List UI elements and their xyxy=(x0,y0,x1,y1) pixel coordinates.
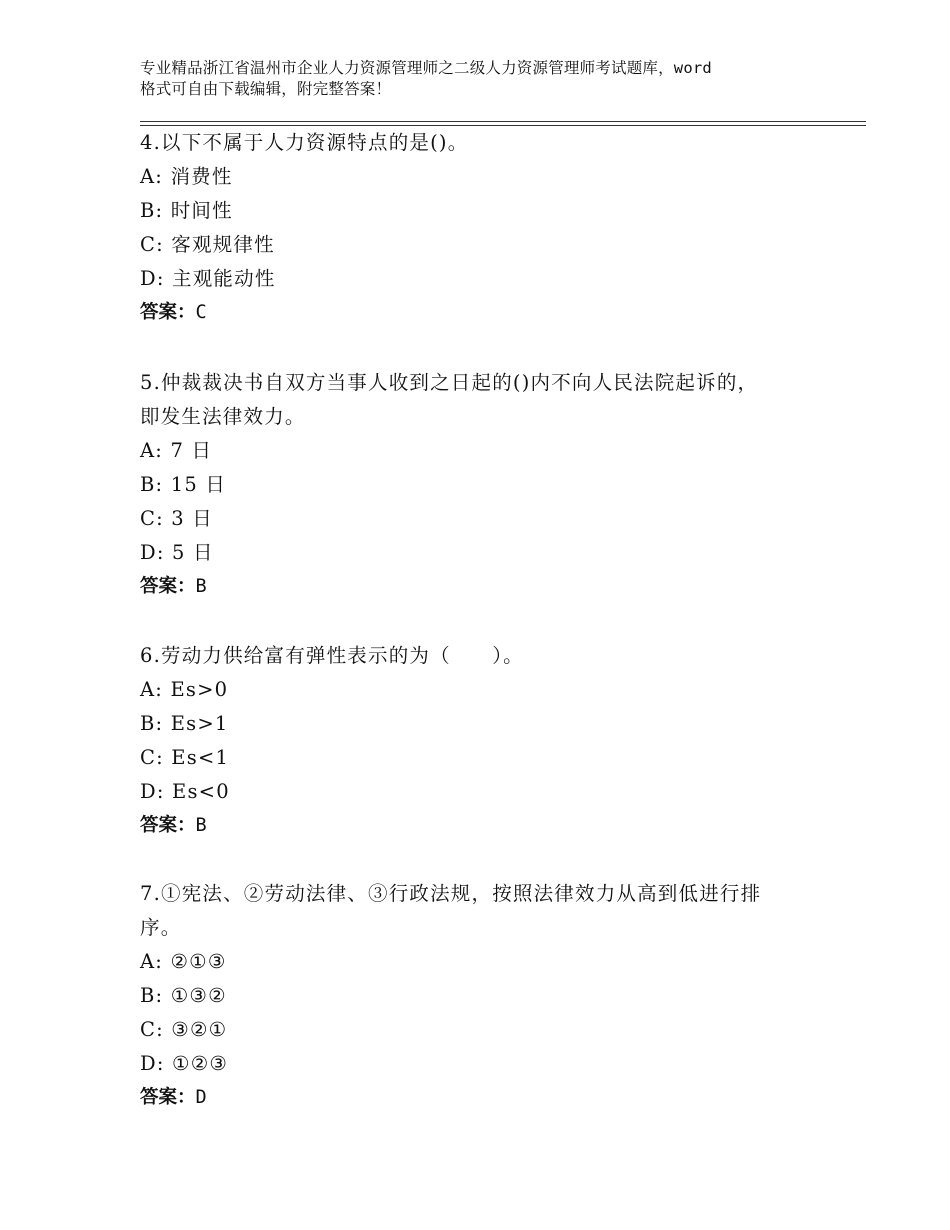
option-text: 客观规律性 xyxy=(171,233,275,256)
question-title-line-2: 序。 xyxy=(140,916,182,939)
option-a xyxy=(140,160,840,194)
option-c xyxy=(140,502,840,536)
answer xyxy=(140,1081,840,1115)
option-b xyxy=(140,194,840,228)
option-text: ③②① xyxy=(171,1018,228,1041)
question-4 xyxy=(140,126,840,330)
option-letter: C: xyxy=(140,1018,164,1041)
header-line-1: 专业精品浙江省温州市企业人力资源管理师之二级人力资源管理师考试题库，word xyxy=(140,59,712,77)
option-d xyxy=(140,536,840,570)
answer-value: B xyxy=(195,815,207,836)
option-c xyxy=(140,741,840,775)
answer-label: 答案： xyxy=(140,302,196,323)
question-5 xyxy=(140,366,840,604)
option-text: 消费性 xyxy=(170,165,233,188)
option-b xyxy=(140,979,840,1013)
option-text: 时间性 xyxy=(170,199,233,222)
answer-label: 答案： xyxy=(140,576,196,597)
header-divider-thin xyxy=(140,121,866,122)
question-title: 6.劳动力供给富有弹性表示的为（ ）。 xyxy=(140,644,524,667)
option-a xyxy=(140,673,840,707)
option-text: 5 日 xyxy=(172,541,214,564)
option-letter: A: xyxy=(140,950,164,973)
question-title xyxy=(140,366,840,434)
answer-label: 答案： xyxy=(140,1087,196,1108)
option-d xyxy=(140,1047,840,1081)
option-d xyxy=(140,775,840,809)
option-text: 7 日 xyxy=(170,439,213,462)
answer xyxy=(140,809,840,843)
option-letter: D: xyxy=(140,780,165,803)
option-c xyxy=(140,1013,840,1047)
option-text: ①②③ xyxy=(172,1052,229,1075)
question-title-line-2: 即发生法律效力。 xyxy=(140,405,306,428)
option-text: 15 日 xyxy=(170,473,227,496)
option-letter: B: xyxy=(140,984,164,1007)
document-header xyxy=(140,58,830,100)
option-text: 主观能动性 xyxy=(172,267,276,290)
option-a xyxy=(140,434,840,468)
option-letter: A: xyxy=(140,439,164,462)
option-d xyxy=(140,262,840,296)
question-7 xyxy=(140,877,840,1115)
header-line-2: 格式可自由下载编辑，附完整答案！ xyxy=(140,80,392,98)
answer xyxy=(140,570,840,604)
option-letter: B: xyxy=(140,712,164,735)
answer-value: D xyxy=(195,1087,207,1108)
question-title-line-1: 7.①宪法、②劳动法律、③行政法规，按照法律效力从高到低进行排 xyxy=(140,882,762,905)
answer-value: B xyxy=(195,576,207,597)
option-b xyxy=(140,468,840,502)
option-text: 3 日 xyxy=(171,507,214,530)
question-6 xyxy=(140,639,840,843)
answer xyxy=(140,296,840,330)
option-text: ②①③ xyxy=(170,950,227,973)
option-letter: B: xyxy=(140,473,164,496)
answer-value: C xyxy=(195,302,207,323)
option-c xyxy=(140,228,840,262)
option-letter: B: xyxy=(140,199,164,222)
option-letter: C: xyxy=(140,233,164,256)
option-letter: D: xyxy=(140,1052,165,1075)
option-letter: A: xyxy=(140,678,164,701)
option-text: Es>1 xyxy=(170,712,229,735)
option-letter: A: xyxy=(140,165,164,188)
question-title: 4.以下不属于人力资源特点的是()。 xyxy=(140,131,469,154)
question-title xyxy=(140,877,840,945)
option-text: Es<1 xyxy=(171,746,230,769)
answer-label: 答案： xyxy=(140,815,196,836)
option-text: Es>0 xyxy=(170,678,229,701)
option-letter: D: xyxy=(140,267,165,290)
option-text: Es<0 xyxy=(172,780,230,803)
option-text: ①③② xyxy=(170,984,227,1007)
option-letter: C: xyxy=(140,507,164,530)
option-b xyxy=(140,707,840,741)
option-letter: C: xyxy=(140,746,164,769)
question-title-line-1: 5.仲裁裁决书自双方当事人收到之日起的()内不向人民法院起诉的， xyxy=(140,371,759,394)
option-letter: D: xyxy=(140,541,165,564)
option-a xyxy=(140,945,840,979)
